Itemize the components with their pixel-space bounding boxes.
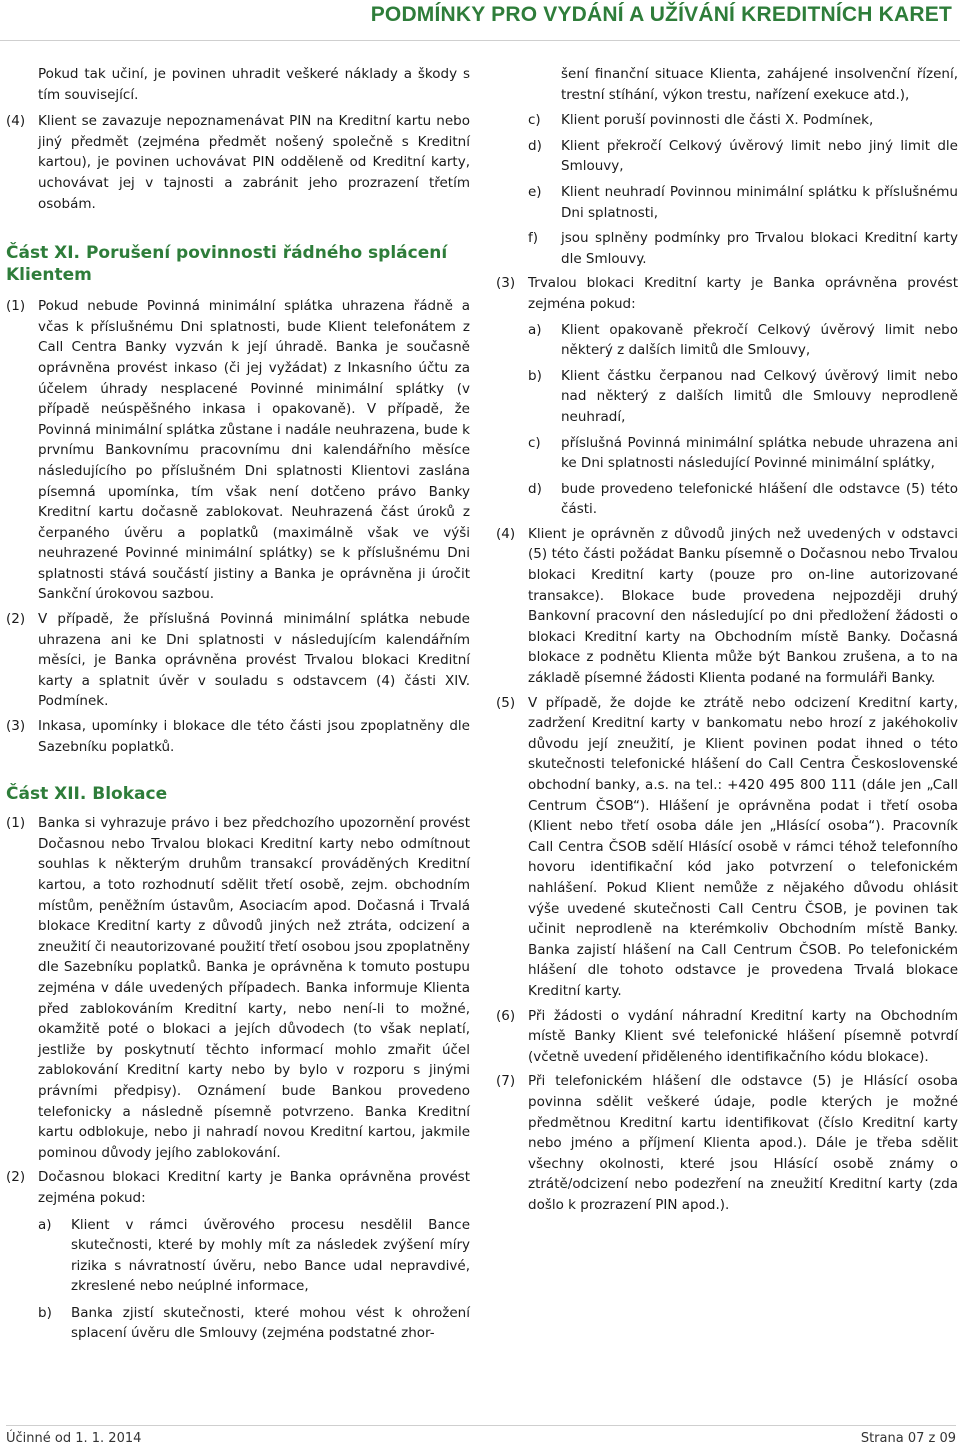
section-xii-clause-5: (5) V případě, že dojde ke ztrátě nebo odcizení Kreditní karty, zadržení Kreditní karty v bankomatu nebo hrozí z jakéhokoliv důvodu její zneužití, je Klient povinen podat ihned o této skutečnosti telefonické hlášení do Call Centra Československé obchodní banky, a.s. na tel.: +420 495 800 111 (dále jen „Call Centrum ČSOB“). Hlášení je oprávněna podat i třetí osoba (Klient nebo třetí osoba dále jen „Hlásící osoba“). Pracovník Call Centra ČSOB sdělí Hlásící osobě v rámci téhož telefonního hovoru identifikační kód jako potvrzení o telefonickém nahlášení. Pokud Klient nemůže z nějakého důvodu ohlásit výše uvedené skutečnosti Call Centru ČSOB, je povinen tak učinit neprodleně na kterémkoliv Obchodním místě Banky. Banka zajistí hlášení na Call Centrum ČSOB. Po telefonickém hlášení dle tohoto odstavce je provedena Trvalá blokace Kreditní karty. <box>496 694 958 999</box>
paragraph-continuation: Pokud tak učiní, je povinen uhradit veškeré náklady a škody s tím související. <box>38 66 470 103</box>
section-xii-clause-6: (6) Při žádosti o vydání náhradní Kreditní karty na Obchodním místě Banky Klient své telefonické hlášení písemně potvrdí (včetně uvedení přiděleného identifikačního kódu blokace). <box>496 1007 958 1065</box>
section-xii-clause-7: (7) Při telefonickém hlášení dle odstavce (5) je Hlásící osoba povinna sdělit veškeré údaje, podle kterých je možné předmětnou Kreditní kartu identifikovat (číslo Kreditní karty nebo jméno a příjmení Klienta apod.). Dále je třeba sdělit všechny okolnosti, které jsou Hlásící osobě známy o ztrátě/odcizení nebo podezření na zneužití Kreditní karty (zda došlo k prozrazení PIN apod.). <box>496 1073 958 1213</box>
section-xii-clause-1: (1) Banka si vyhrazuje právo i bez předchozího upozornění provést Dočasnou nebo Trvalou blokaci Kreditní karty nebo odmítnout souhlas k některým druhům transakcí prováděných Kreditní kartou, a toto rozhodnutí sdělit třetí osobě, zejm. obchodním místům, peněžním ústavům, Asociacím apod. Dočasná i Trvalá blokace Kreditní karty z důvodů jiných než ztráta, odcizení a zneužití či neautorizované použití třetí osobou jsou zpoplatněny dle Sazebníku poplatků. Banka je oprávněna k tomuto postupu zejména v dále uvedených případech. Banka informuje Klienta před zablokováním Kreditní karty, nebo není-li to možné, okamžitě poté o blokaci a jejích důvodech (to však neplatí, jestliže by poskytnutí těchto informací mohlo zmařit účel zablokování Kreditní karty nebo by bylo v rozporu s jinými právními předpisy). Oznámení bude Bankou provedeno telefonicky a následně písemně potvrzeno. Banka Kreditní kartu odblokuje, nebo ji nahradí novou Kreditní kartou, jakmile pominou důvody jejího zablokování. <box>6 815 470 1161</box>
sub-item-b: b) Klient částku čerpanou nad Celkový úvěrový limit nebo nad některý z dalších limitů dle Smlouvy neprodleně neuhradí, <box>528 367 958 425</box>
section-xii-clause-2: (2) Dočasnou blokaci Kreditní karty je Banka oprávněna provést zejména pokud: a) Klient v rámci úvěrového procesu nesdělil Bance skutečnosti, které by mohly mít za následek zvýšení míry rizika s návratností úvěru, nebo Bance udal nepravdivé, zkreslené nebo neúplné informace, b) Banka zjistí skutečnosti, které mohou vést k ohrožení splacení úvěru dle Smlouvy (zejména podstatné zhor- <box>6 1167 470 1344</box>
section-xi-clause-2: (2) V případě, že příslušná Povinná minimální splátka nebude uhrazena ani ke Dni splatnosti v následujícím kalendářním měsíci, je Banka oprávněna provést Trvalou blokaci Kreditní karty a splatnit úvěr v souladu s odstavcem (4) části XIV. Podmínek. <box>6 611 470 710</box>
page-header <box>0 0 960 41</box>
sub-item-a: a) Klient v rámci úvěrového procesu nesdělil Bance skutečnosti, které by mohly mít za následek zvýšení míry rizika s návratností úvěru, nebo Bance udal nepravdivé, zkreslené nebo neúplné informace, <box>38 1216 470 1295</box>
page-number: Strana 07 z 09 <box>860 1431 956 1446</box>
effective-date: Účinné od 1. 1. 2014 <box>6 1431 142 1446</box>
left-column <box>6 64 470 1344</box>
section-xii-clause-4: (4) Klient je oprávněn z důvodů jiných než uvedených v odstavci (5) této části požádat Banku písemně o Dočasnou nebo Trvalou blokaci Kreditní karty (pouze pro on-line autorizované transakce). Blokace bude provedena nejpozději druhý Bankovní pracovní den následující po dni předložení žádosti o blokaci Kreditní karty na Obchodním místě Banky. Dočasná blokace z podnětu Klienta může být Bankou zrušena, a to na základě písemné žádosti Klienta podané na formuláři Banky. <box>496 525 958 687</box>
right-column <box>496 64 958 1215</box>
clause-4: (4) Klient se zavazuje nepoznamenávat PIN na Kreditní kartu nebo jiný předmět (zejména předmět nošený společně s Kreditní kartou), je povinen uchovávat PIN odděleně od Kreditní karty, uchovávat jej v tajnosti a zabránit jeho prozrazení třetím osobám. <box>6 113 470 212</box>
sub-item-d: d) bude provedeno telefonické hlášení dle odstavce (5) této části. <box>528 480 958 518</box>
sub-item-e: e) Klient neuhradí Povinnou minimální splátku k příslušnému Dni splatnosti, <box>528 183 958 221</box>
section-xi-clause-3: (3) Inkasa, upomínky i blokace dle této části jsou zpoplatněny dle Sazebníku poplatků. <box>6 718 470 755</box>
section-xi-clause-1: (1) Pokud nebude Povinná minimální splátka uhrazena řádně a včas k příslušnému Dni splatnosti, bude Klient telefonátem z Call Centra Banky vyzván k její úhradě. Banka je současně oprávněna provést inkaso (či jej vyžádat) z Inkasního účtu za účelem úhrady nesplacené Povinné minimální splátky (v případě neúspěšného inkasa i opakovaně). V případě, že Povinná minimální splátka zůstane i nadále neuhrazena, bude k prvnímu Bankovnímu pracovnímu dni kalendářního měsíce následujícího po příslušném Dni splatnosti Klientovi zaslána písemná upomínka, tím však není dotčeno právo Banky Kreditní kartu dočasně zablokovat. Neuhrazená část úroků z čerpaného úvěru a poplatků (maximálně však ve výši neuhrazené Povinné minimální splátky) se k příslušnému Dni splatnosti stává součástí jistiny a Banka je oprávněna ji úročit Sankční úrokovou sazbou. <box>6 298 470 603</box>
sub-item-continuation: šení finanční situace Klienta, zahájené insolvenční řízení, trestní stíhání, výkon trestu, nařízení exekuce atd.), <box>561 66 958 103</box>
section-xii-heading: Část XII. Blokace <box>6 784 168 805</box>
section-xi-heading: Část XI. Porušení povinnosti řádného splácení Klientem <box>6 243 448 286</box>
page-footer <box>6 1425 956 1446</box>
sub-item-c: c) příslušná Povinná minimální splátka nebude uhrazena ani ke Dni splatnosti následující Povinné minimální splátky, <box>528 434 958 472</box>
sub-item-a: a) Klient opakovaně překročí Celkový úvěrový limit nebo některý z dalších limitů dle Smlouvy, <box>528 321 958 359</box>
document-title: PODMÍNKY PRO VYDÁNÍ A UŽÍVÁNÍ KREDITNÍCH KARET <box>370 3 952 26</box>
sub-item-c: c) Klient poruší povinnosti dle části X. Podmínek, <box>528 112 874 129</box>
section-xii-clause-3: (3) Trvalou blokaci Kreditní karty je Banka oprávněna provést zejména pokud: a) Klient opakovaně překročí Celkový úvěrový limit nebo některý z dalších limitů dle Smlouvy, b) Klient částku čerpanou nad Celkový úvěrový limit nebo nad některý z dalších limitů dle Smlouvy neprodleně neuhradí, c) příslušná Povinná minimální splátka nebude uhrazena ani ke Dni splatnosti následující Povinné minimální splátky, d) bude provedeno telefonické hlášení dle odstavce (5) této části. <box>496 273 958 520</box>
sub-item-b: b) Banka zjistí skutečnosti, které mohou vést k ohrožení splacení úvěru dle Smlouvy (zejména podstatné zhor- <box>38 1304 470 1342</box>
sub-item-f: f) jsou splněny podmínky pro Trvalou blokaci Kreditní karty dle Smlouvy. <box>528 230 958 267</box>
sub-item-d: d) Klient překročí Celkový úvěrový limit nebo jiný limit dle Smlouvy, <box>528 137 958 175</box>
